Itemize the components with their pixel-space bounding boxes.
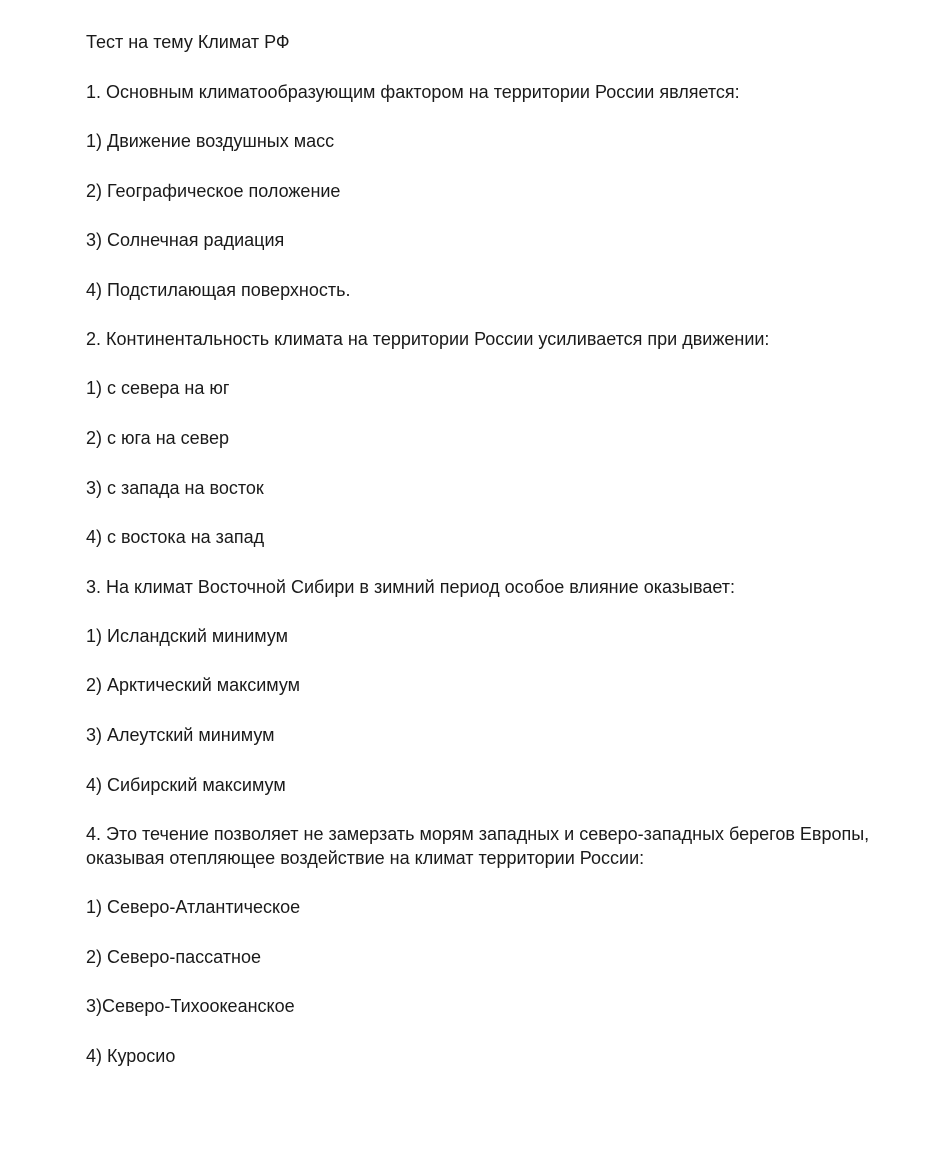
option-3: 3) Солнечная радиация	[86, 230, 285, 251]
option-1: 1) с севера на юг	[86, 378, 230, 399]
option-1: 1) Северо-Атлантическое	[86, 897, 301, 918]
document-title: Тест на тему Климат РФ	[86, 32, 290, 52]
option-2: 2) Арктический максимум	[86, 675, 301, 696]
option-2: 2) Северо-пассатное	[86, 946, 261, 967]
question-text: 1. Основным климатообразующим фактором на территории России является:	[86, 82, 740, 102]
question-2	[86, 327, 906, 549]
option-4: 4) Подстилающая поверхность.	[86, 279, 351, 300]
option-2: 2) с юга на север	[86, 427, 230, 448]
option-1: 1) Движение воздушных масс	[86, 131, 335, 151]
option-3: 3) с запада на восток	[86, 477, 264, 498]
question-4	[86, 822, 906, 1068]
question-text-line-2: оказывая отепляющее воздействие на климат территории России:	[86, 848, 645, 869]
document-page	[86, 30, 906, 1094]
question-3	[86, 575, 906, 797]
question-text: 3. На климат Восточной Сибири в зимний период особое влияние оказывает:	[86, 576, 736, 597]
option-2: 2) Географическое положение	[86, 180, 341, 201]
option-3: 3) Алеутский минимум	[86, 724, 275, 745]
option-1: 1) Исландский минимум	[86, 625, 289, 646]
option-4: 4) Куросио	[86, 1045, 176, 1066]
option-4: 4) с востока на запад	[86, 527, 265, 548]
option-4: 4) Сибирский максимум	[86, 774, 286, 795]
question-1	[86, 80, 906, 302]
question-text: 2. Континентальность климата на территории России усиливается при движении:	[86, 329, 770, 350]
question-text-line-1: 4. Это течение позволяет не замерзать морям западных и северо-западных берегов Европы,	[86, 824, 870, 845]
option-3: 3)Северо-Тихоокеанское	[86, 996, 295, 1017]
